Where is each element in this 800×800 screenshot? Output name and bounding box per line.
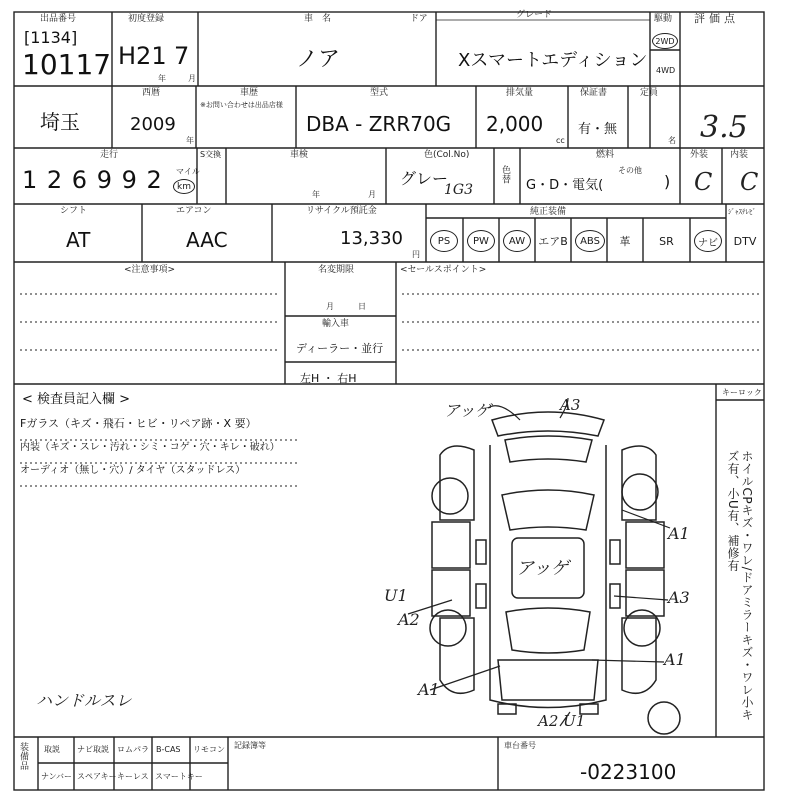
recycle-label: リサイクル預託金 (306, 206, 377, 216)
equip-ps-circled: PS (430, 230, 458, 252)
first-reg-year-unit: 年 (158, 74, 166, 83)
displacement-label: 排気量 (506, 88, 534, 98)
handwritten-handle-note: ハンドルスレ (36, 691, 132, 710)
footer-item-bcas: B-CAS (156, 745, 181, 754)
unit-mile: マイル (176, 167, 200, 176)
ac-value: AAC (186, 228, 228, 252)
warranty-label: 保証書 (580, 88, 608, 98)
exterior-value: C (694, 168, 713, 196)
drive-4wd: 4WD (656, 66, 676, 75)
recycle-value: 13,330 (340, 228, 403, 249)
chassis-label: 車台番号 (504, 741, 536, 750)
grade-label: グレード (516, 10, 553, 20)
regist-deadline-label: 名変期限 (318, 265, 355, 275)
lot-label: 出品番号 (40, 14, 77, 24)
exterior-label: 外装 (690, 150, 709, 160)
model-code-value: DBA - ZRR70G (306, 112, 452, 136)
annotation-left-mid-1: U1 (384, 586, 408, 605)
history-note: ※お問い合わせは出品店様 (200, 101, 283, 109)
annotation-right-mid: A3 (668, 588, 690, 607)
recycle-unit: 円 (412, 250, 420, 259)
year-value: 2009 (130, 114, 176, 135)
import-label: 輸入車 (322, 319, 350, 329)
capacity-unit: 名 (668, 136, 676, 145)
mileage-label: 走行 (100, 150, 119, 160)
annotation-left-lower: A1 (418, 680, 440, 699)
color-code: 1G3 (444, 182, 473, 198)
footer-item-navi-manual: ナビ取説 (77, 745, 109, 754)
color-change-label: 色替 (500, 165, 510, 184)
shift-label: シフト (60, 206, 88, 216)
footer-item-number: ナンバー (41, 772, 73, 781)
mileage-value: 1 2 6 9 9 2 (22, 166, 163, 194)
history-label: 車歴 (240, 88, 259, 98)
meter-change-label: S交換 (200, 150, 222, 159)
inspector-line-interior: 内装（キズ・スレ・汚れ・シミ・コゲ・穴・キレ・破れ） (20, 442, 280, 453)
annotation-top-right: A3 (560, 396, 581, 414)
dtv-label: ｼﾞｬｽﾃﾚﾋﾞ (728, 208, 756, 216)
annotation-left-mid-2: A2 (398, 610, 420, 629)
inspection-month-unit: 月 (368, 190, 376, 199)
equip-navi-circled: ナビ (694, 230, 722, 252)
interior-value: C (740, 168, 759, 196)
prefecture-value: 埼玉 (40, 110, 80, 134)
equip-airbag: エアB (538, 235, 568, 248)
annotation-center: アッゲ (516, 558, 569, 579)
footer-item-manual: 取説 (44, 745, 60, 754)
unit-km-circled: km (173, 179, 195, 194)
drive-2wd-circled: 2WD (652, 33, 678, 49)
footer-item-keyless: キーレス (117, 772, 149, 781)
displacement-value: 2,000 (486, 112, 544, 136)
score-label: 評価点 (694, 12, 739, 25)
drive-label: 駆動 (654, 14, 673, 24)
shift-value: AT (66, 228, 91, 252)
handle-value: 左H ・ 右H (300, 372, 357, 385)
footer-item-remote: リモコン (193, 745, 225, 754)
equipment-label: 純正装備 (530, 207, 567, 217)
color-label: 色(Col.No) (424, 150, 470, 160)
wheel-mirror-note: ホイルCPキズ・ワレ/ドアミラーキズ・ワレ小キズ有、小U有、補修有 (726, 450, 754, 722)
cc-unit: cc (556, 136, 565, 145)
first-reg-label: 初度登録 (128, 14, 165, 24)
inspection-label: 車検 (290, 150, 309, 160)
equip-leather: 革 (619, 235, 631, 248)
fuel-value: G・D・電気( (526, 178, 604, 193)
inspection-year-unit: 年 (312, 190, 320, 199)
footer-item-spare-key: スペアキー (77, 772, 117, 781)
inspector-line-audio: オーディオ（無し・穴）/ タイヤ（スタッドレス） (20, 465, 246, 476)
model-label: 車 名 (304, 14, 332, 24)
regist-day-unit: 日 (358, 302, 366, 311)
capacity-label: 定員 (640, 88, 659, 98)
first-reg-month: 7 (174, 42, 190, 70)
warranty-value: 有・無 (578, 122, 618, 137)
ac-label: エアコン (176, 206, 212, 216)
annotation-bottom: A2 U1 (538, 712, 586, 730)
annotation-right-lower: A1 (664, 650, 686, 669)
model-name: ノア (296, 47, 341, 72)
grade-value: Xスマートエディション (458, 50, 648, 71)
chassis-number: -0223100 (580, 760, 677, 784)
equip-dtv: DTV (733, 234, 757, 248)
lot-number: 10117 (22, 48, 112, 81)
interior-label: 内装 (730, 150, 749, 160)
first-reg-month-unit: 月 (188, 74, 196, 83)
inspector-line-glass: Fガラス（キズ・飛石・ヒビ・リペア跡・X 要） (20, 417, 257, 430)
caution-label: <注意事項> (124, 265, 176, 275)
color-value: グレー (400, 169, 449, 188)
inspector-title: < 検査員記入欄 > (22, 392, 131, 407)
fuel-close: ) (664, 172, 671, 191)
equip-pw-circled: PW (467, 230, 495, 252)
equip-aw-circled: AW (503, 230, 531, 252)
regist-month-unit: 月 (326, 302, 334, 311)
fuel-other: その他 (618, 166, 642, 175)
fuel-label: 燃料 (596, 150, 615, 160)
model-code-label: 型式 (370, 88, 389, 98)
year-unit: 年 (186, 136, 194, 145)
score-value: 3.5 (700, 110, 748, 145)
footer-item-smart-key: スマートキー (155, 772, 203, 781)
equip-abs-circled: ABS (575, 230, 605, 252)
lot-prefix: [1134] (24, 28, 78, 47)
import-value: ディーラー・並行 (296, 342, 384, 355)
sales-point-label: <セールスポイント> (400, 265, 487, 275)
footer-item-rom: ロムパラ (117, 745, 149, 754)
door-label: ドア (410, 14, 428, 24)
year-label: 西暦 (142, 88, 161, 98)
keylock-label: キーロック (722, 388, 762, 397)
first-reg-era: H21 (118, 42, 167, 70)
annotation-right-upper: A1 (668, 524, 690, 543)
footer-memo-label: 記録簿等 (234, 741, 266, 750)
equip-sunroof: SR (659, 234, 674, 248)
footer-equip-label: 装備品 (18, 742, 28, 771)
annotation-top-left: アッゲ (444, 401, 491, 420)
